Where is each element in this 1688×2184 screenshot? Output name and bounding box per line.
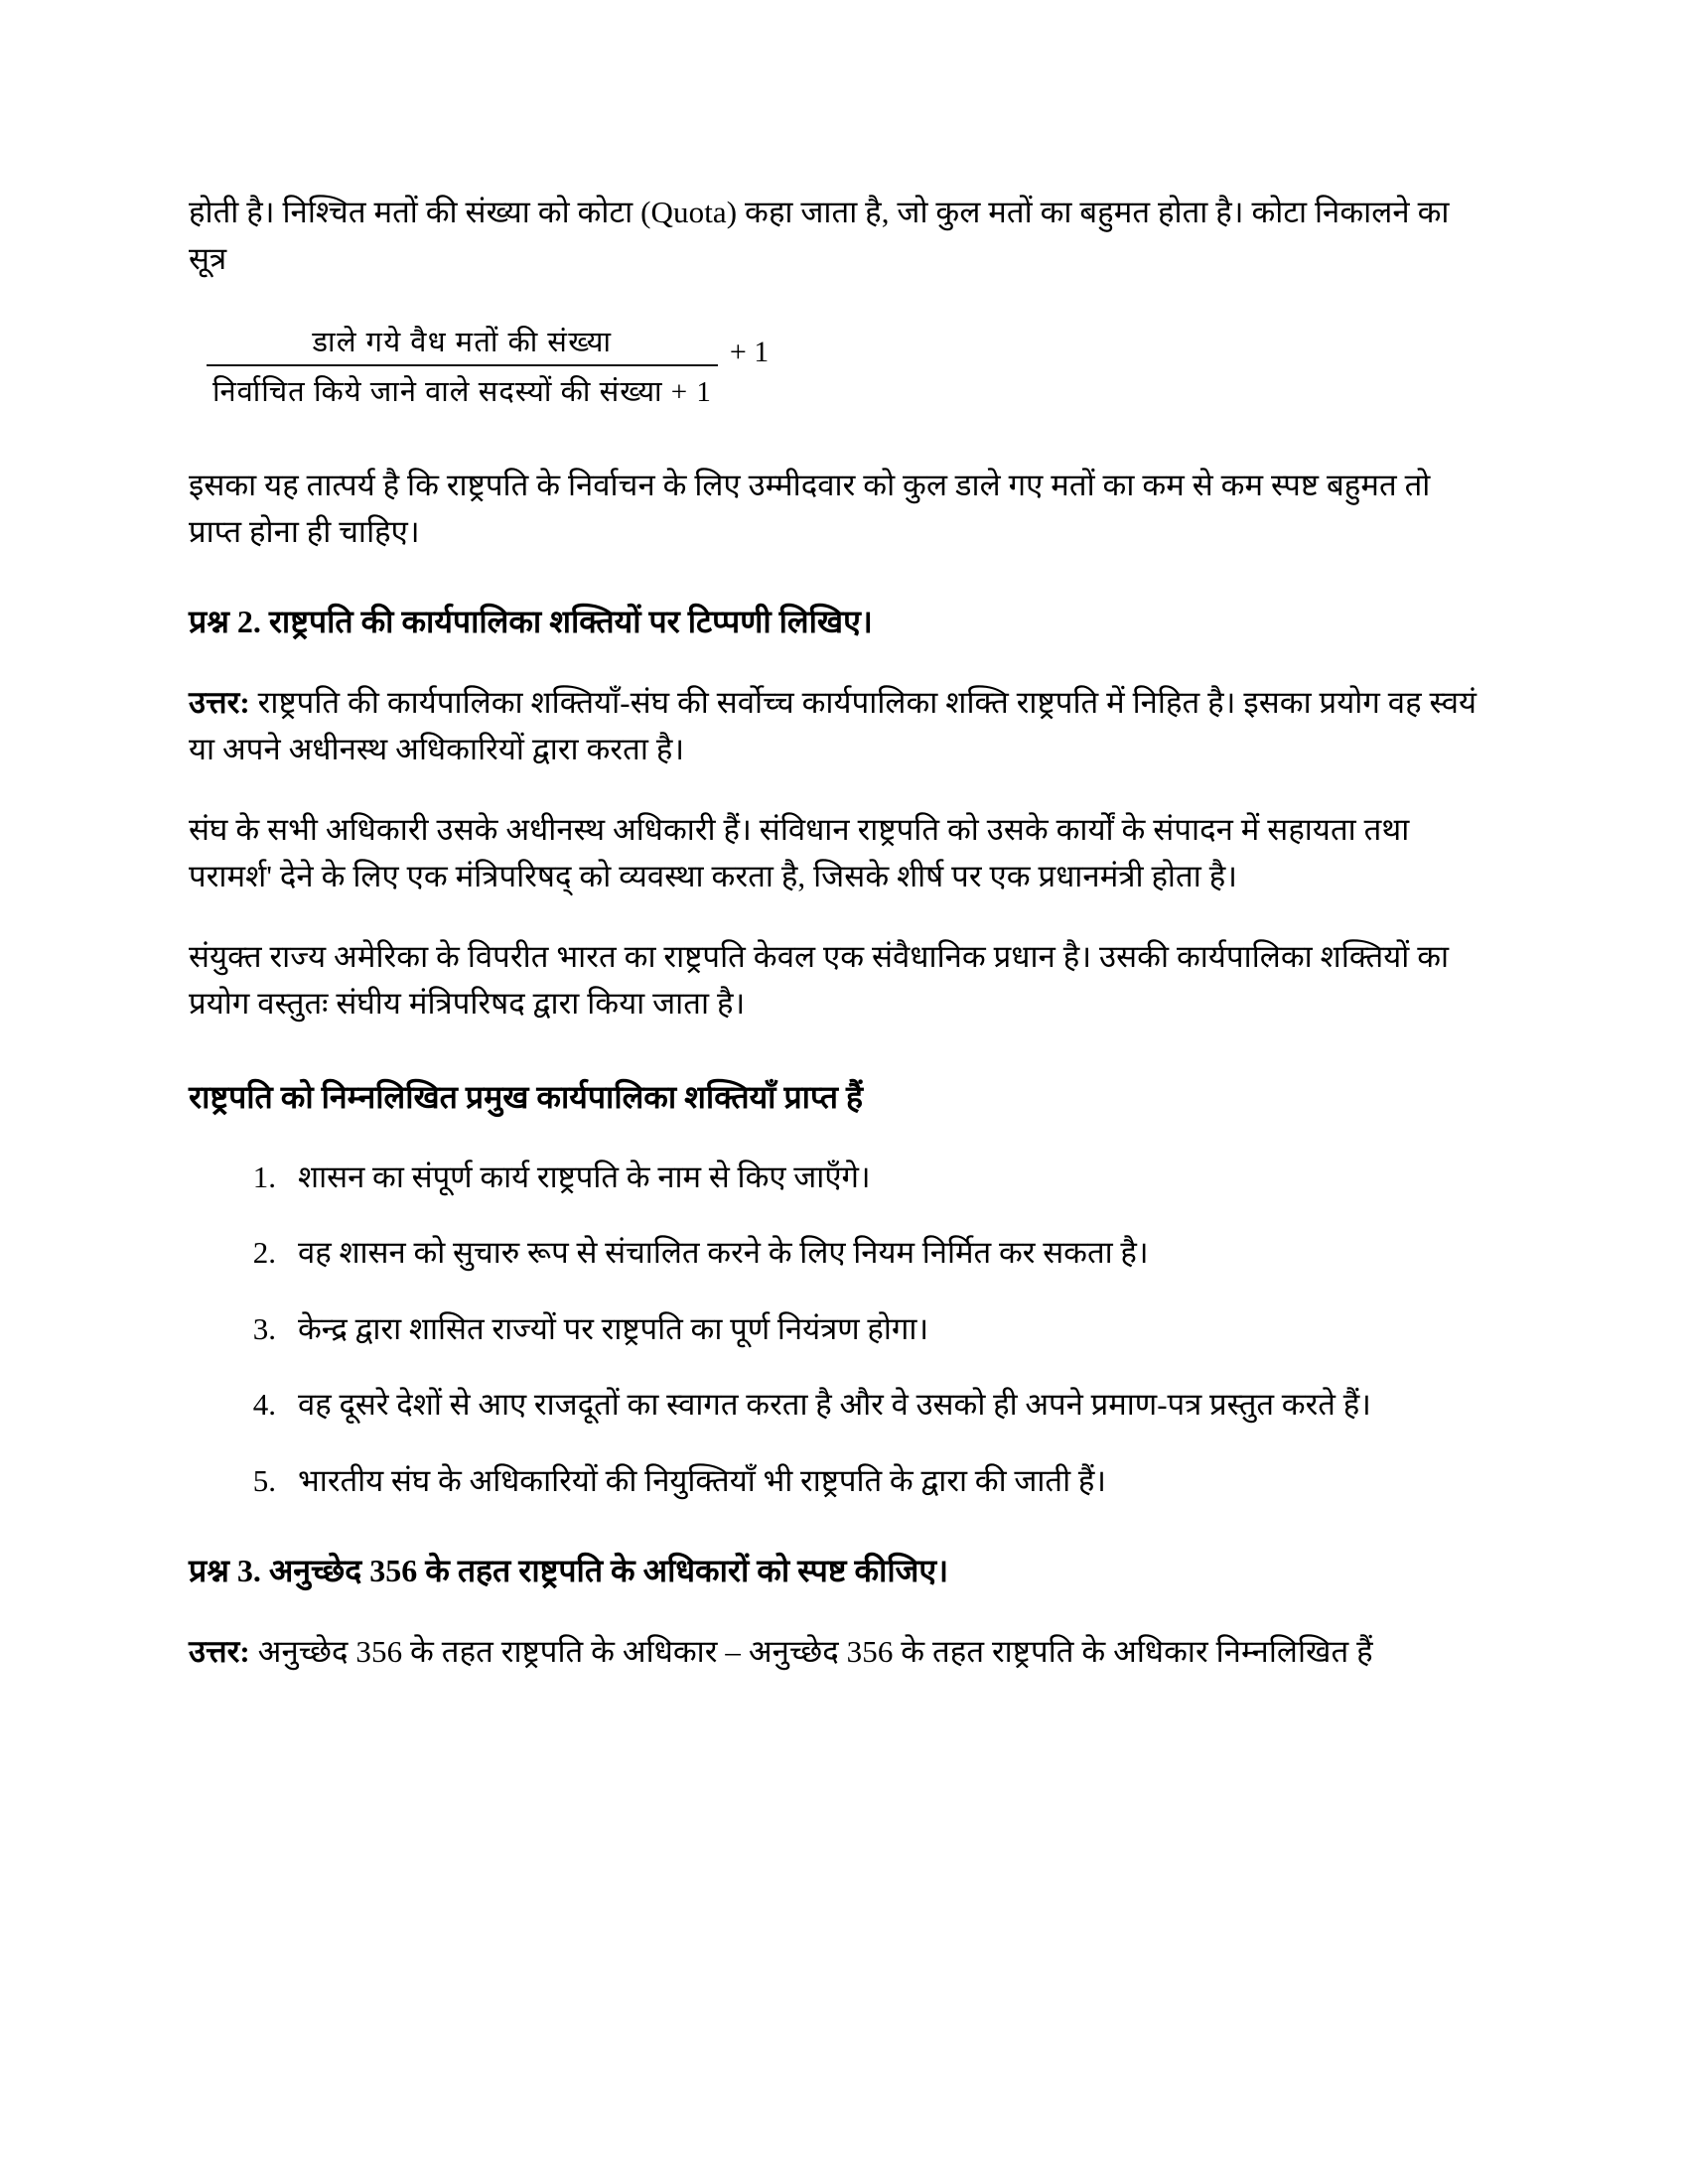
list-item: शासन का संपूर्ण कार्य राष्ट्रपति के नाम से किए जाएँगे। — [298, 1159, 871, 1194]
question-2-answer-paragraph-2: संघ के सभी अधिकारी उसके अधीनस्थ अधिकारी हैं। संविधान राष्ट्रपति को उसके कार्यों के संपादन में सहायता तथा परामर्श' देने के लिए एक मंत्रिपरिषद् को व्यवस्था करता है, जिसके शीर्ष पर एक प्रधानमंत्री होता है। — [189, 812, 1410, 894]
intro-paragraph: होती है। निश्चित मतों की संख्या को कोटा (Quota) कहा जाता है, जो कुल मतों का बहुमत होता है। कोटा निकालने का सूत्र — [189, 195, 1450, 277]
powers-list-heading: राष्ट्रपति को निम्नलिखित प्रमुख कार्यपालिका शक्तियाँ प्राप्त हैं — [189, 1079, 864, 1116]
question-2-answer-paragraph-1 — [189, 679, 1489, 772]
list-item: भारतीय संघ के अधिकारियों की नियुक्तियाँ भी राष्ट्रपति के द्वारा की जाती हैं। — [298, 1462, 1107, 1498]
formula-expression — [207, 322, 769, 410]
formula-numerator: डाले गये वैध मतों की संख्या — [312, 327, 613, 359]
formula-fraction — [207, 322, 718, 410]
document-body — [189, 189, 1489, 1675]
question-2-heading: प्रश्न 2. राष्ट्रपति की कार्यपालिका शक्तियों पर टिप्पणी लिखिए। — [189, 604, 873, 640]
list-item: वह शासन को सुचारु रूप से संचालित करने के लिए नियम निर्मित कर सकता है। — [298, 1235, 1149, 1271]
answer-label-q2: उत्तर: — [189, 684, 250, 720]
formula-denominator: निर्वाचित किये जाने वाले सदस्यों की संख्या + 1 — [212, 376, 712, 409]
question-3-answer-paragraph-1 — [189, 1628, 1489, 1675]
after-formula-paragraph: इसका यह तात्पर्य है कि राष्ट्रपति के निर्वाचन के लिए उम्मीदवार को कुल डाले गए मतों का कम से कम स्पष्ट बहुमत तो प्राप्त होना ही चाहिए। — [189, 468, 1431, 550]
answer-text-q2-p1: राष्ट्रपति की कार्यपालिका शक्तियाँ-संघ की सर्वोच्च कार्यपालिका शक्ति राष्ट्रपति में निहित है। इसका प्रयोग वह स्वयं या अपने अधीनस्थ अधिकारियों द्वारा करता है। — [189, 684, 1477, 766]
list-item: केन्द्र द्वारा शासित राज्यों पर राष्ट्रपति का पूर्ण नियंत्रण होगा। — [298, 1310, 929, 1346]
list-item: वह दूसरे देशों से आए राजदूतों का स्वागत करता है और वे उसको ही अपने प्रमाण-पत्र प्रस्तुत करते हैं। — [298, 1387, 1371, 1423]
quota-formula — [189, 322, 1489, 410]
answer-text-q3-p1: अनुच्छेद 356 के तहत राष्ट्रपति के अधिकार – अनुच्छेद 356 के तहत राष्ट्रपति के अधिकार निम्नलिखित हैं — [249, 1633, 1373, 1669]
formula-suffix: + 1 — [729, 336, 770, 369]
question-2-answer-paragraph-3: संयुक्त राज्य अमेरिका के विपरीत भारत का राष्ट्रपति केवल एक संवैधानिक प्रधान है। उसकी कार्यपालिका शक्तियों का प्रयोग वस्तुतः संघीय मंत्रिपरिषद द्वारा किया जाता है। — [189, 939, 1450, 1022]
answer-label-q3: उत्तर: — [189, 1633, 250, 1669]
executive-powers-list — [189, 1155, 1489, 1505]
question-3-heading: प्रश्न 3. अनुच्छेद 356 के तहत राष्ट्रपति के अधिकारों को स्पष्ट कीजिए। — [189, 1553, 949, 1589]
